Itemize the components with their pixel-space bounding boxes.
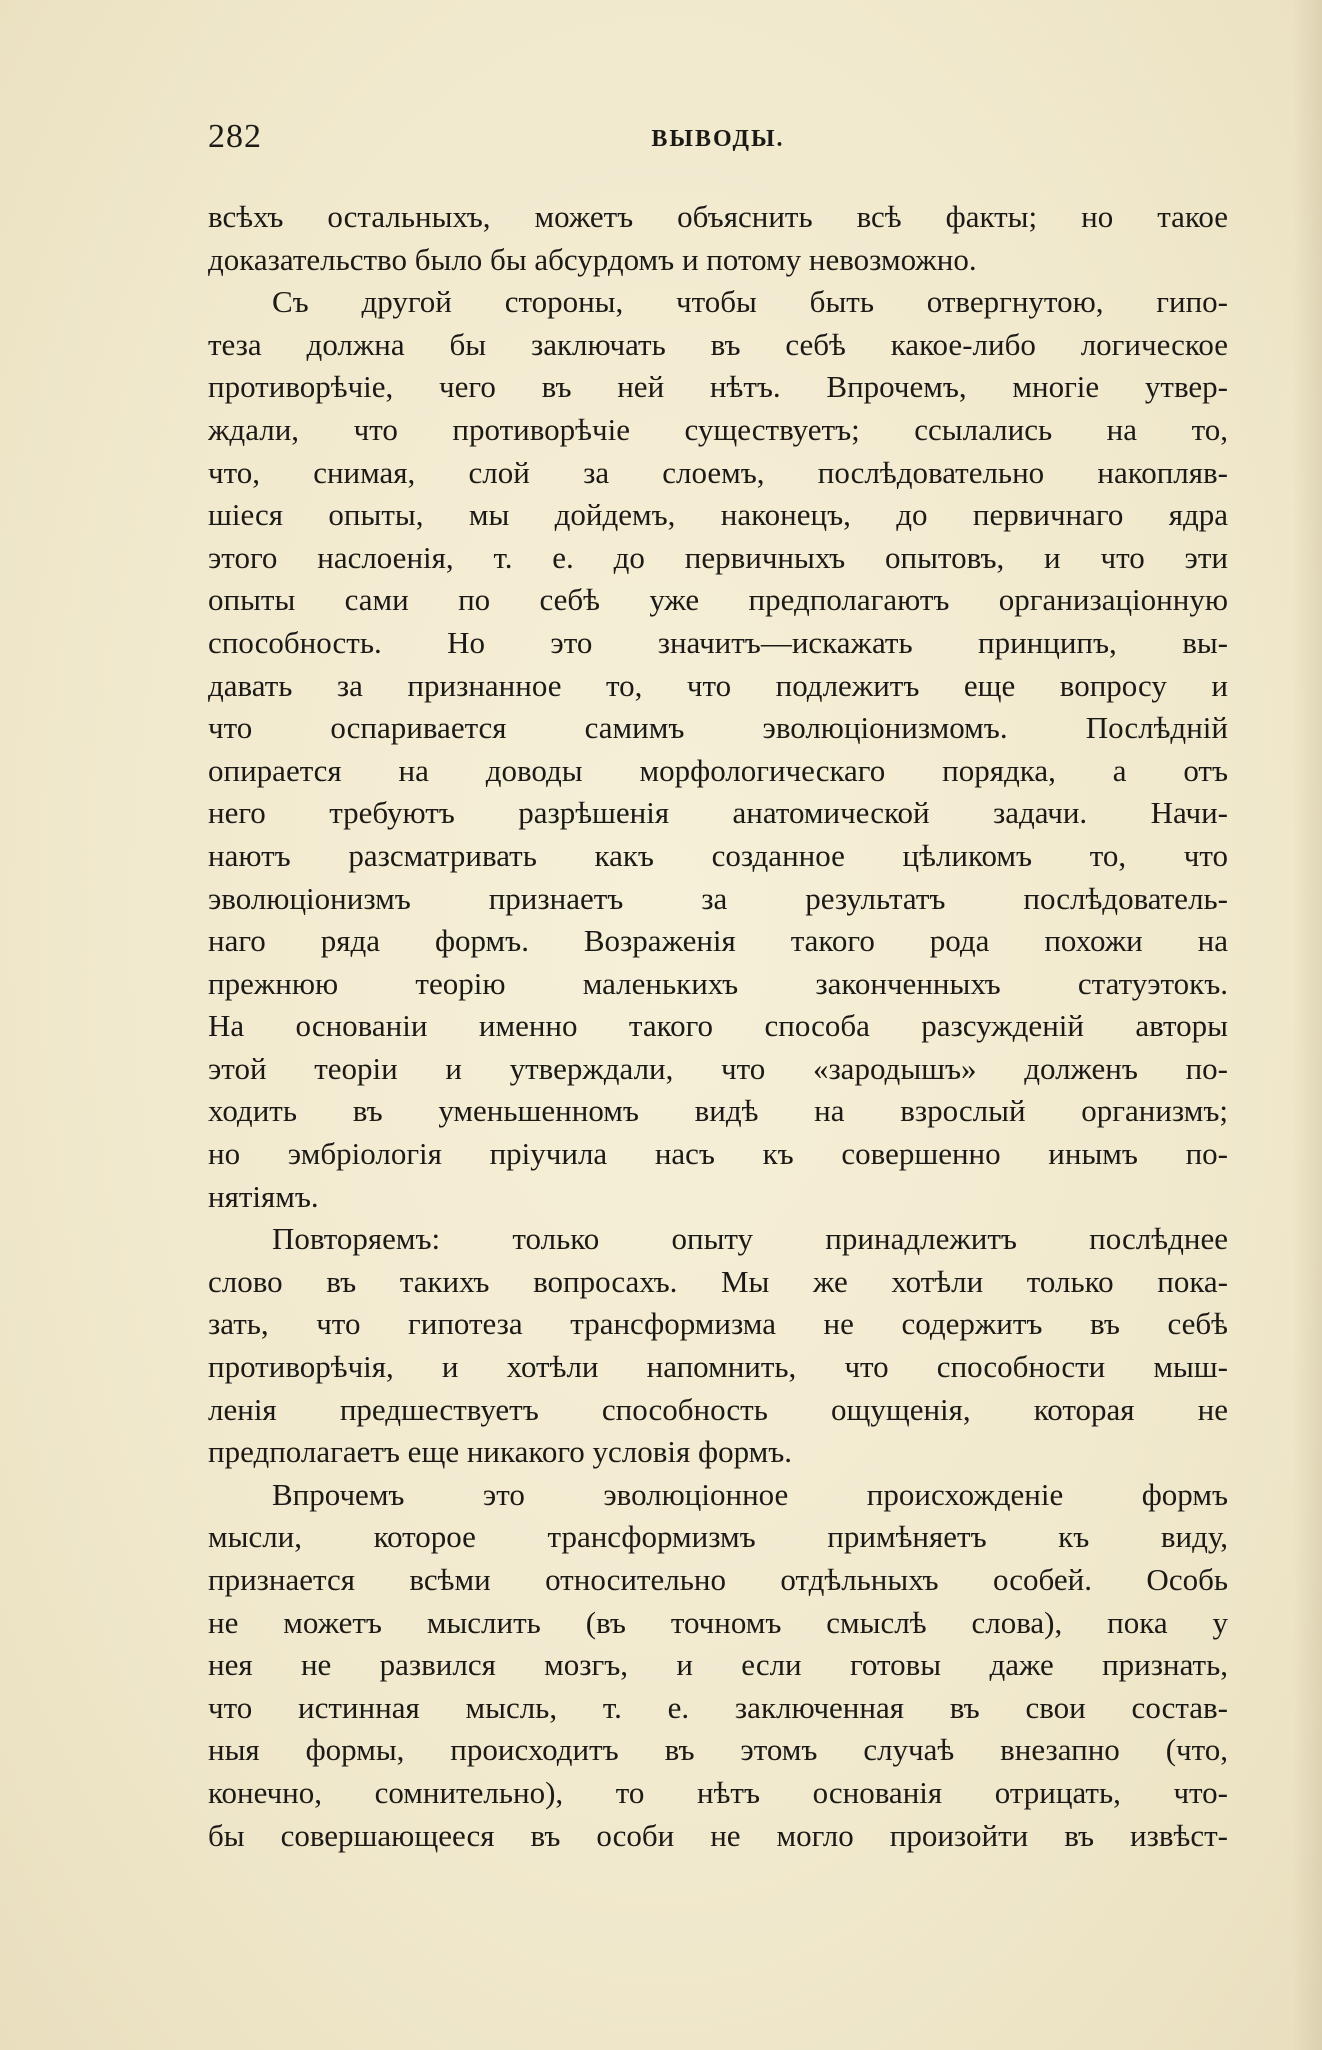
text-line: всѣхъ остальныхъ, можетъ объяснить всѣ факты; но такое bbox=[208, 199, 1228, 234]
text-line: опыты сами по себѣ уже предполагаютъ организаціонную bbox=[208, 582, 1228, 618]
text-line: Съ другой стороны, чтобы быть отвергнутою, гипо- bbox=[272, 284, 1228, 320]
body-text bbox=[208, 196, 1228, 1857]
text-line: не можетъ мыслить (въ точномъ смыслѣ слова), пока у bbox=[208, 1604, 1228, 1640]
text-line: слово въ такихъ вопросахъ. Мы же хотѣли только пока- bbox=[208, 1263, 1228, 1299]
text-line: доказательство было бы абсурдомъ и потому невозможно. bbox=[208, 241, 977, 277]
text-line: ленія предшествуетъ способность ощущенія, которая не bbox=[208, 1391, 1228, 1427]
text-line: опирается на доводы морфологическаго порядка, а отъ bbox=[208, 752, 1228, 788]
text-line: прежнюю теорію маленькихъ законченныхъ статуэтокъ. bbox=[208, 965, 1228, 1001]
text-line: противорѣчія, и хотѣли напомнить, что способности мыш- bbox=[208, 1349, 1228, 1385]
text-line: этого наслоенія, т. е. до первичныхъ опытовъ, и что эти bbox=[208, 539, 1228, 575]
running-title: ВЫВОДЫ. bbox=[651, 126, 785, 152]
text-line: ходить въ уменьшенномъ видѣ на взрослый организмъ; bbox=[208, 1093, 1228, 1129]
text-line: этой теоріи и утверждали, что «зародышъ» долженъ по- bbox=[208, 1050, 1228, 1086]
text-line: эволюціонизмъ признаетъ за результатъ послѣдователь- bbox=[208, 880, 1228, 916]
text-line: ждали, что противорѣчіе существуетъ; ссылались на то, bbox=[208, 411, 1228, 447]
text-line: конечно, сомнительно), то нѣтъ основанія отрицать, что- bbox=[208, 1774, 1228, 1810]
text-line: Повторяемъ: только опыту принадлежитъ послѣднее bbox=[272, 1221, 1228, 1257]
text-line: ныя формы, происходитъ въ этомъ случаѣ внезапно (что, bbox=[208, 1732, 1228, 1768]
text-line: теза должна бы заключать въ себѣ какое-либо логическое bbox=[208, 326, 1228, 362]
page-number: 282 bbox=[208, 118, 262, 155]
text-line: что оспаривается самимъ эволюціонизмомъ. Послѣдній bbox=[208, 710, 1228, 746]
text-line: него требуютъ разрѣшенія анатомической задачи. Начи- bbox=[208, 795, 1228, 831]
text-line: зать, что гипотеза трансформизма не содержитъ въ себѣ bbox=[208, 1306, 1228, 1342]
text-line: наго ряда формъ. Возраженія такого рода похожи на bbox=[208, 923, 1228, 959]
text-line: предполагаетъ еще никакого условія формъ. bbox=[208, 1434, 793, 1470]
text-line: признается всѣми относительно отдѣльныхъ особей. Особь bbox=[208, 1562, 1228, 1597]
text-line: давать за признанное то, что подлежитъ еще вопросу и bbox=[208, 667, 1228, 703]
text-line: Впрочемъ это эволюціонное происхожденіе формъ bbox=[272, 1476, 1228, 1512]
text-line: нятіямъ. bbox=[208, 1178, 319, 1214]
text-line: нея не развился мозгъ, и если готовы даже признать, bbox=[208, 1647, 1228, 1683]
text-line: бы совершающееся въ особи не могло произойти въ извѣст- bbox=[208, 1817, 1228, 1853]
page-edge-shadow bbox=[1292, 0, 1322, 2050]
text-line: способность. Но это значитъ—искажать принципъ, вы- bbox=[208, 624, 1228, 660]
page-header bbox=[208, 118, 1228, 168]
text-line: мысли, которое трансформизмъ примѣняетъ къ виду, bbox=[208, 1519, 1228, 1555]
text-line: шіеся опыты, мы дойдемъ, наконецъ, до первичнаго ядра bbox=[208, 497, 1228, 533]
text-line: противорѣчіе, чего въ ней нѣтъ. Впрочемъ, многіе утвер- bbox=[208, 369, 1228, 405]
text-line: На основаніи именно такого способа разсужденій авторы bbox=[208, 1008, 1228, 1044]
text-line: наютъ разсматривать какъ созданное цѣликомъ то, что bbox=[208, 837, 1228, 873]
text-line: но эмбріологія пріучила насъ къ совершенно инымъ по- bbox=[208, 1136, 1228, 1172]
text-line: что истинная мысль, т. е. заключенная въ свои состав- bbox=[208, 1689, 1228, 1725]
text-line: что, снимая, слой за слоемъ, послѣдовательно накопляв- bbox=[208, 454, 1228, 490]
